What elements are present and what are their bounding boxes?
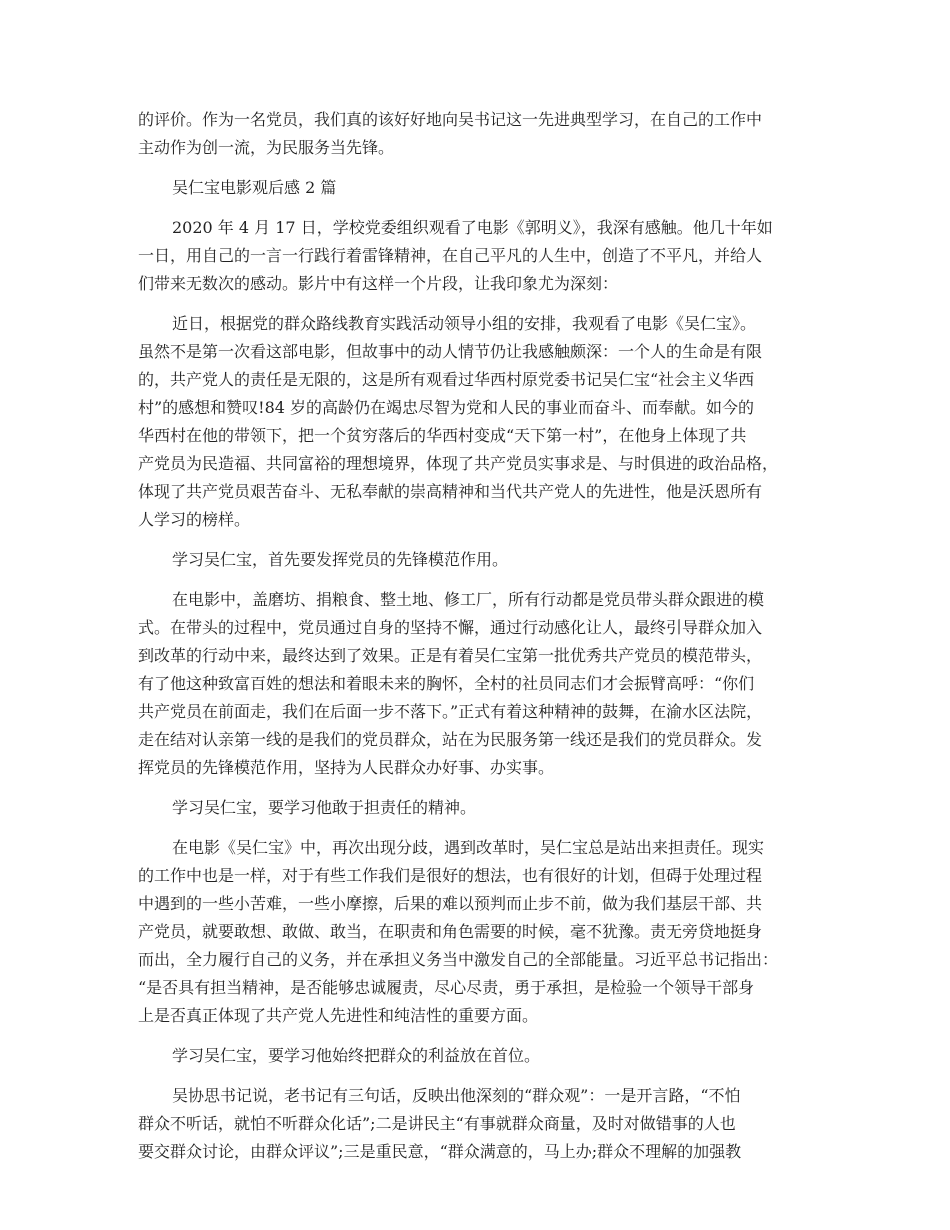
paragraph-line: 群众不听话，就怕不听群众化话”;二是讲民主“有事就群众商量，及时对做错事的人也	[138, 1114, 736, 1133]
paragraph-line: 们带来无数次的感动。影片中有这样一个片段，让我印象尤为深刻：	[138, 274, 619, 293]
paragraph-line: 在电影《吴仁宝》中，再次出现分歧，遇到改革时，吴仁宝总是站出来担责任。现实	[172, 838, 765, 857]
section-heading: 吴仁宝电影观后感 2 篇	[172, 178, 337, 197]
paragraph-line: 的工作中也是一样，对于有些工作我们是很好的想法，也有很好的计划，但碍于处理过程	[138, 866, 763, 885]
paragraph-line: 而出，全力履行自己的义务，并在承担义务当中激发自己的全部能量。习近平总书记指出：	[138, 950, 779, 969]
paragraph-line: 村”的感想和赞叹!84 岁的高龄仍在竭忠尽智为党和人民的事业而奋斗、而奉献。如今的	[138, 398, 755, 417]
section-heading: 学习吴仁宝，要学习他始终把群众的利益放在首位。	[172, 1046, 541, 1065]
paragraph-line: 华西村在他的带领下，把一个贫穷落后的华西村变成“天下第一村”，在他身上体现了共	[138, 426, 747, 445]
paragraph-line: 中遇到的一些小苦难，一些小摩擦，后果的难以预判而止步不前，做为我们基层干部、共	[138, 894, 763, 913]
paragraph-line: 近日，根据党的群众路线教育实践活动领导小组的安排，我观看了电影《吴仁宝》。	[172, 314, 757, 333]
paragraph-line: 人学习的榜样。	[138, 510, 251, 529]
paragraph-line: 产党员，就要敢想、敢做、敢当，在职责和角色需要的时候，毫不犹豫。责无旁贷地挺身	[138, 922, 763, 941]
paragraph-line: 的，共产党人的责任是无限的，这是所有观看过华西村原党委书记吴仁宝“社会主义华西	[138, 370, 755, 389]
section-heading: 学习吴仁宝，首先要发挥党员的先锋模范作用。	[172, 550, 509, 569]
paragraph-line: 到改革的行动中来，最终达到了效果。正是有着吴仁宝第一批优秀共产党员的模范带头，	[138, 646, 763, 665]
paragraph-line: 共产党员在前面走，我们在后面一步不落下。”正式有着这种精神的鼓舞，在渝水区法院，	[138, 702, 763, 721]
section-heading: 学习吴仁宝，要学习他敢于担责任的精神。	[172, 798, 477, 817]
paragraph-line: 产党员为民造福、共同富裕的理想境界，体现了共产党员实事求是、与时俱进的政治品格，	[138, 454, 779, 473]
paragraph-line: 式。在带头的过程中，党员通过自身的坚持不懈，通过行动感化让人，最终引导群众加入	[138, 618, 763, 637]
paragraph-line: 虽然不是第一次看这部电影，但故事中的动人情节仍让我感触颇深：一个人的生命是有限	[138, 342, 763, 361]
paragraph-line: 挥党员的先锋模范作用，坚持为人民群众办好事、办实事。	[138, 758, 555, 777]
paragraph-line: 的评价。作为一名党员，我们真的该好好地向吴书记这一先进典型学习，在自己的工作中	[138, 110, 763, 129]
paragraph-line: “是否具有担当精神，是否能够忠诚履责，尽心尽责，勇于承担，是检验一个领导干部身	[138, 978, 755, 997]
paragraph-line: 在电影中，盖磨坊、捐粮食、整土地、修工厂，所有行动都是党员带头群众跟进的模	[172, 590, 765, 609]
paragraph-line: 有了他这种致富百姓的想法和着眼未来的胸怀，全村的社员同志们才会振臂高呼：“你们	[138, 674, 755, 693]
paragraph-line: 主动作为创一流，为民服务当先锋。	[138, 138, 395, 157]
paragraph-line: 体现了共产党员艰苦奋斗、无私奉献的崇高精神和当代共产党人的先进性，他是沃恩所有	[138, 482, 763, 501]
paragraph-line: 吴协思书记说，老书记有三句话，反映出他深刻的“群众观”：一是开言路，“不怕	[172, 1086, 741, 1105]
paragraph-line: 走在结对认亲第一线的是我们的党员群众，站在为民服务第一线还是我们的党员群众。发	[138, 730, 763, 749]
paragraph-line: 要交群众讨论，由群众评议”;三是重民意，“群众满意的，马上办;群众不理解的加强教	[138, 1142, 742, 1161]
paragraph-line: 一日，用自己的一言一行践行着雷锋精神，在自己平凡的人生中，创造了不平凡，并给人	[138, 246, 763, 265]
paragraph-line: 2020 年 4 月 17 日，学校党委组织观看了电影《郭明义》，我深有感触。他几十年如	[172, 218, 773, 237]
paragraph-line: 上是否真正体现了共产党人先进性和纯洁性的重要方面。	[138, 1006, 539, 1025]
